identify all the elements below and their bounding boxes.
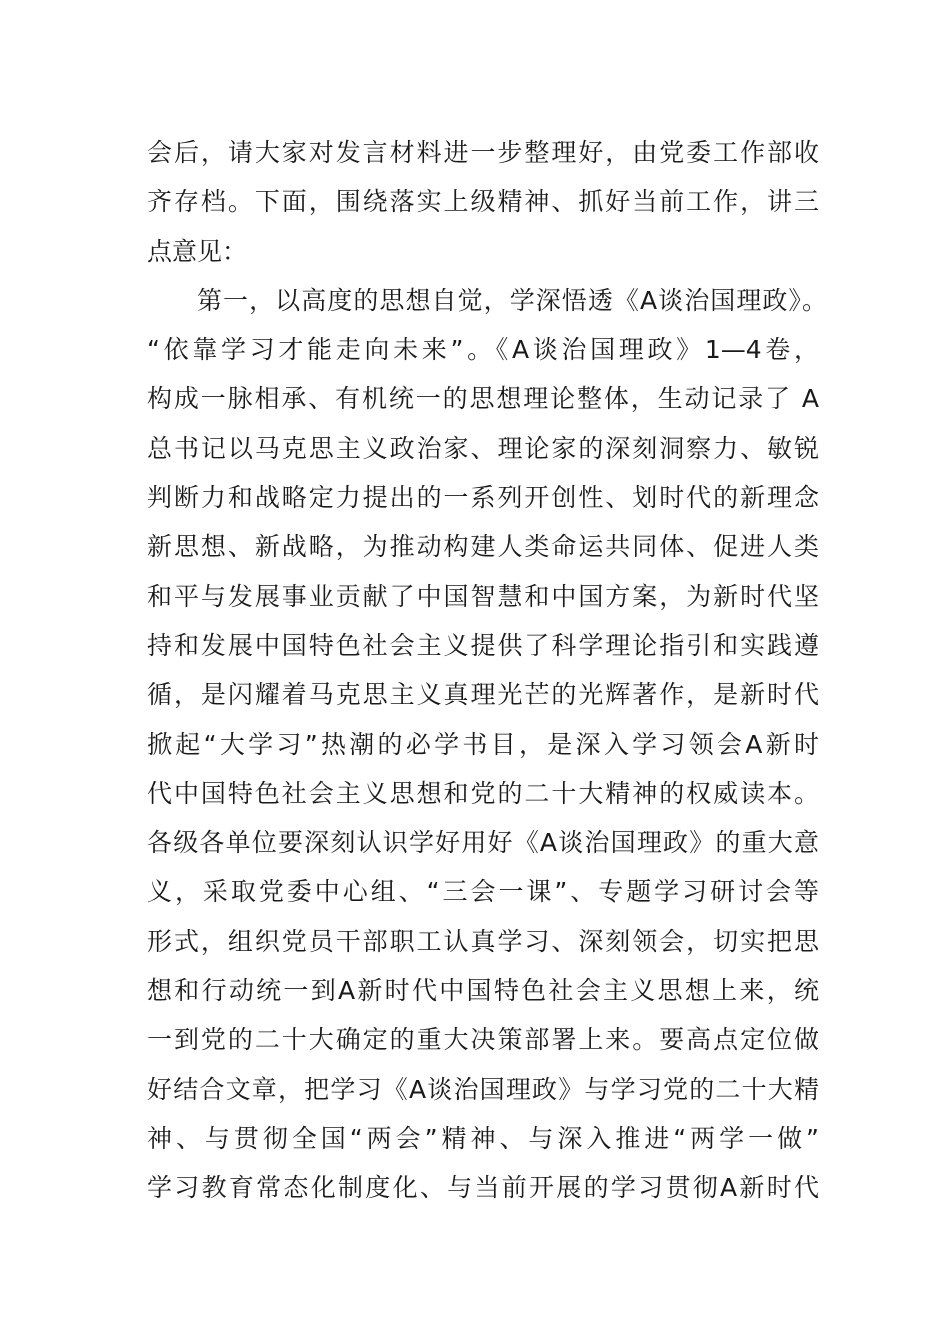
- text-line: 新思想、新战略，为推动构建人类命运共同体、促进人类: [147, 532, 819, 562]
- text-line: 点意见：: [147, 236, 248, 266]
- text-line: 代中国特色社会主义思想和党的二十大精神的权威读本。: [147, 778, 819, 808]
- text-line: 会后，请大家对发言材料进一步整理好，由党委工作部收: [147, 138, 819, 167]
- text-line: 判断力和战略定力提出的一系列开创性、划时代的新理念: [147, 483, 819, 513]
- text-line: 齐存档。下面，围绕落实上级精神、抓好当前工作，讲三: [147, 187, 819, 217]
- text-line: 神、与贯彻全国“两会”精神、与深入推进“两学一做”: [147, 1123, 819, 1153]
- text-line: 想和行动统一到A新时代中国特色社会主义思想上来，统: [147, 976, 819, 1006]
- text-line: 学习教育常态化制度化、与当前开展的学习贯彻A新时代: [147, 1173, 819, 1203]
- paragraph-heading-line: 第一，以高度的思想自觉，学深悟透《A谈治国理政》。: [197, 285, 827, 315]
- text-line: 各级各单位要深刻认识学好用好《A谈治国理政》的重大意: [147, 828, 819, 858]
- body-text: [147, 128, 827, 1213]
- text-line: 掀起“大学习”热潮的必学书目，是深入学习领会A新时: [147, 729, 819, 759]
- text-line: 形式，组织党员干部职工认真学习、深刻领会，切实把思: [147, 926, 819, 956]
- text-line: 一到党的二十大确定的重大决策部署上来。要高点定位做: [147, 1025, 819, 1055]
- text-line: 循，是闪耀着马克思主义真理光芒的光辉著作，是新时代: [147, 680, 819, 710]
- text-line: 总书记以马克思主义政治家、理论家的深刻洞察力、敏锐: [147, 433, 819, 463]
- text-line: 和平与发展事业贡献了中国智慧和中国方案，为新时代坚: [147, 581, 819, 611]
- text-line: 构成一脉相承、有机统一的思想理论整体，生动记录了 A: [147, 384, 819, 414]
- text-line: 义，采取党委中心组、“三会一课”、专题学习研讨会等: [147, 877, 819, 907]
- text-line: 持和发展中国特色社会主义提供了科学理论指引和实践遵: [147, 630, 819, 660]
- text-line: “依靠学习才能走向未来”。《A谈治国理政》1—4卷，: [147, 335, 819, 365]
- text-line: 好结合文章，把学习《A谈治国理政》与学习党的二十大精: [147, 1074, 819, 1104]
